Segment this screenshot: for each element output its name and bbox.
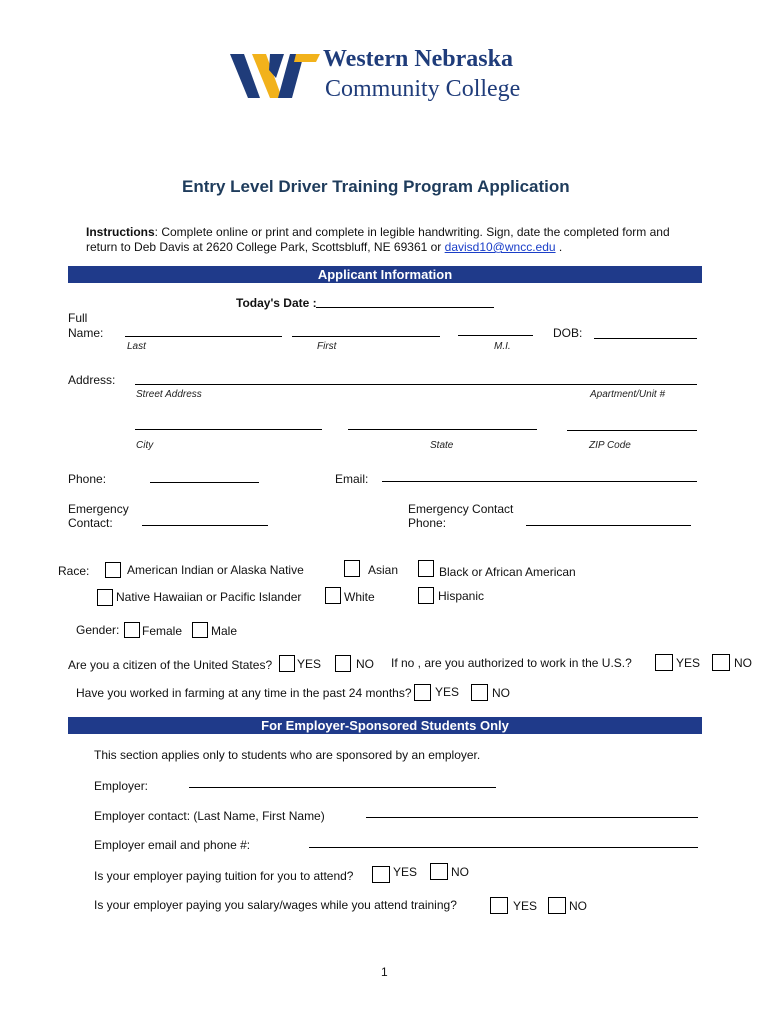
gender-male-checkbox[interactable] — [192, 622, 208, 638]
farming-yes-checkbox[interactable] — [414, 684, 431, 701]
employer-section-header: For Employer-Sponsored Students Only — [68, 717, 702, 734]
logo-line2: Community College — [325, 76, 521, 102]
zip-field[interactable] — [567, 430, 697, 431]
instructions-text3: . — [555, 240, 563, 254]
street-caption: Street Address — [136, 389, 202, 400]
employer-contact-field[interactable] — [366, 817, 698, 818]
applicant-info-header: Applicant Information — [68, 266, 702, 283]
first-caption: First — [317, 341, 337, 352]
citizen-no-checkbox[interactable] — [335, 655, 351, 672]
full-label: Full — [68, 311, 88, 325]
employer-field[interactable] — [189, 787, 496, 788]
race-black-label: Black or African American — [439, 565, 576, 579]
farming-no-checkbox[interactable] — [471, 684, 488, 701]
dob-field[interactable] — [594, 338, 697, 339]
instructions-text1: : Complete online or print and complete in legible handwriting. Sign, date the completed form and — [154, 225, 670, 239]
race-american-indian-checkbox[interactable] — [105, 562, 121, 578]
gender-label: Gender: — [76, 623, 120, 637]
race-native-hawaiian-checkbox[interactable] — [97, 589, 113, 606]
authorized-no-checkbox[interactable] — [712, 654, 730, 671]
tuition-question: Is your employer paying tuition for you to attend? — [94, 869, 354, 883]
address-label: Address: — [68, 373, 116, 387]
ec-phone-label2: Phone: — [408, 516, 447, 530]
race-native-hawaiian-label: Native Hawaiian or Pacific Islander — [116, 590, 302, 604]
dob-label: DOB: — [553, 326, 583, 340]
farming-yes-label: YES — [435, 685, 460, 699]
email-label: Email: — [335, 472, 369, 486]
state-caption: State — [430, 440, 454, 451]
page-number: 1 — [381, 965, 388, 979]
race-asian-label: Asian — [368, 563, 399, 577]
instructions-line2 — [86, 240, 562, 254]
last-caption: Last — [127, 341, 146, 352]
emergency-contact-label: Contact: — [68, 516, 113, 530]
race-black-checkbox[interactable] — [418, 560, 434, 577]
gender-female-label: Female — [142, 624, 183, 638]
employer-label: Employer: — [94, 779, 149, 793]
race-hispanic-label: Hispanic — [438, 589, 485, 603]
employer-email-phone-label: Employer email and phone #: — [94, 838, 251, 852]
last-name-field[interactable] — [125, 336, 282, 337]
farming-question: Have you worked in farming at any time in the past 24 months? — [76, 686, 412, 700]
citizen-yes-checkbox[interactable] — [279, 655, 295, 672]
state-field[interactable] — [348, 429, 537, 430]
city-field[interactable] — [135, 429, 322, 430]
authorized-no-label: NO — [734, 656, 752, 670]
contact-email-link[interactable]: davisd10@wncc.edu — [444, 240, 556, 254]
middle-initial-field[interactable] — [458, 335, 533, 336]
emergency-label: Emergency — [68, 502, 129, 516]
instructions — [86, 225, 670, 239]
apt-caption: Apartment/Unit # — [590, 389, 666, 400]
ec-phone-label1: Emergency Contact — [408, 502, 514, 516]
emergency-phone-field[interactable] — [526, 525, 691, 526]
authorized-question: If no , are you authorized to work in the U.S.? — [391, 656, 632, 670]
citizen-yes-label: YES — [297, 657, 322, 671]
tuition-no-label: NO — [451, 865, 469, 879]
todays-date-label: Today's Date : — [236, 296, 317, 310]
citizen-no-label: NO — [356, 657, 374, 671]
tuition-yes-label: YES — [393, 865, 418, 879]
employer-intro: This section applies only to students who are sponsored by an employer. — [94, 748, 481, 762]
salary-no-label: NO — [569, 899, 587, 913]
city-caption: City — [136, 440, 154, 451]
instructions-label: Instructions — [86, 225, 155, 239]
first-name-field[interactable] — [292, 336, 440, 337]
name-label: Name: — [68, 326, 104, 340]
tuition-no-checkbox[interactable] — [430, 863, 448, 880]
tuition-yes-checkbox[interactable] — [372, 866, 390, 883]
employer-contact-label: Employer contact: (Last Name, First Name) — [94, 809, 325, 823]
race-white-label: White — [344, 590, 375, 604]
zip-caption: ZIP Code — [589, 440, 631, 451]
race-hispanic-checkbox[interactable] — [418, 587, 434, 604]
emergency-contact-field[interactable] — [142, 525, 268, 526]
gender-male-label: Male — [211, 624, 238, 638]
phone-label: Phone: — [68, 472, 107, 486]
college-logo — [230, 44, 550, 104]
race-american-indian-label: American Indian or Alaska Native — [127, 563, 304, 577]
citizen-question: Are you a citizen of the United States? — [68, 658, 273, 672]
authorized-yes-checkbox[interactable] — [655, 654, 673, 671]
salary-yes-checkbox[interactable] — [490, 897, 508, 914]
race-asian-checkbox[interactable] — [344, 560, 360, 577]
employer-email-phone-field[interactable] — [309, 847, 698, 848]
email-field[interactable] — [382, 481, 697, 482]
page-title: Entry Level Driver Training Program Application — [182, 177, 570, 196]
street-address-field[interactable] — [135, 384, 697, 385]
phone-field[interactable] — [150, 482, 259, 483]
mi-caption: M.I. — [494, 341, 511, 352]
farming-no-label: NO — [492, 686, 510, 700]
salary-yes-label: YES — [513, 899, 538, 913]
race-white-checkbox[interactable] — [325, 587, 341, 604]
instructions-text2: return to Deb Davis at 2620 College Park, Scottsbluff, NE 69361 or — [86, 240, 445, 254]
todays-date-field[interactable] — [316, 307, 494, 308]
wncc-w-icon — [230, 48, 320, 104]
salary-no-checkbox[interactable] — [548, 897, 566, 914]
authorized-yes-label: YES — [676, 656, 701, 670]
salary-question: Is your employer paying you salary/wages while you attend training? — [94, 898, 457, 912]
race-label: Race: — [58, 564, 90, 578]
logo-line1: Western Nebraska — [323, 46, 513, 72]
gender-female-checkbox[interactable] — [124, 622, 140, 638]
